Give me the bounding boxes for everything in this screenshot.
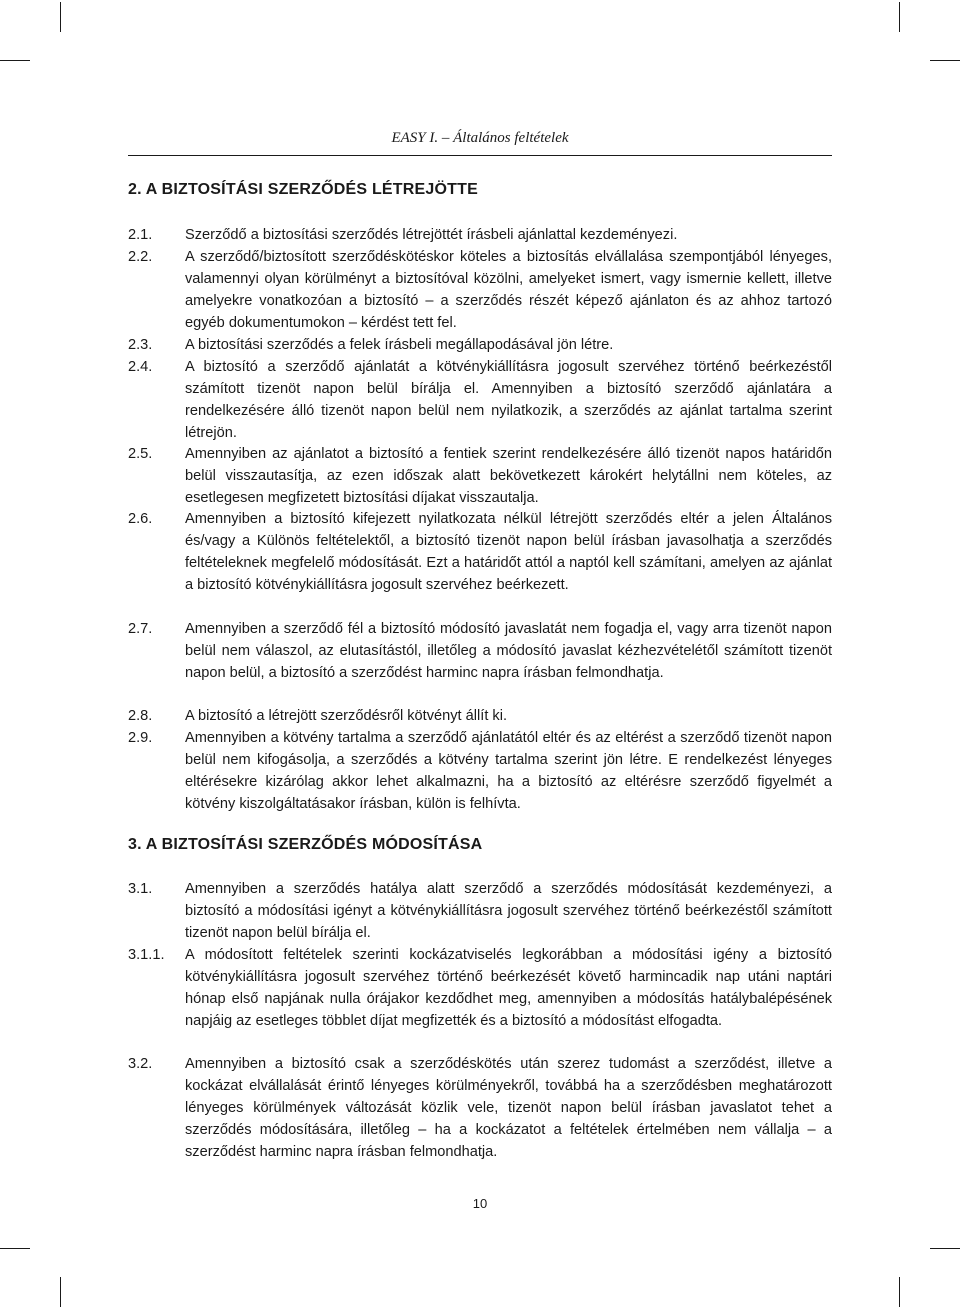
page-number: 10 bbox=[472, 1196, 488, 1211]
clause-number: 2.1. bbox=[128, 227, 153, 243]
clause-2-2 bbox=[128, 246, 832, 334]
clause-text: A biztosító a szerződő ajánlatát a kötvénykiállításra jogosult szervéhez történő beérkezéstől számított tizenöt napon belül bírálja el. Amennyiben a biztosító szerződő ajánlatára a rendelkezésére álló tizenöt napon belül nem nyilatkozik, a szerződés az ajánlat tartalma szerint létrejön. bbox=[185, 359, 832, 441]
crop-mark bbox=[930, 1248, 960, 1249]
clause-2-5 bbox=[128, 443, 832, 509]
clause-text: Szerződő a biztosítási szerződés létrejöttét írásbeli ajánlattal kezdeményezi. bbox=[185, 227, 678, 243]
clause-3-1-1 bbox=[128, 944, 832, 1032]
crop-mark bbox=[0, 1248, 30, 1249]
clause-text: Amennyiben a szerződő fél a biztosító módosító javaslatát nem fogadja el, vagy arra tizenöt napon belül nem válaszol, az elutasítástól, illetőleg a módosító javaslat kézhezvételétől számított tizenöt napon belül, a biztosító a szerződést harminc napra írásban felmondhatja. bbox=[185, 621, 832, 681]
clause-number: 2.9. bbox=[128, 730, 153, 746]
clause-number: 2.4. bbox=[128, 359, 153, 375]
clause-number: 2.5. bbox=[128, 446, 153, 462]
clause-2-9 bbox=[128, 727, 832, 815]
clause-text: Amennyiben a biztosító csak a szerződéskötés után szerez tudomást a szerződést, illetve a kockázat elvállalását érintő lényeges körülményekről, továbbá ha a szerződésben meghatározott lényeges körülmények változását közlik vele, tizenöt napon belül írásban javaslatot tehet a szerződés módosítására, illetőleg – ha a kockázatot a feltételek értelmében nem vállalja – a szerződést harminc napra írásban felmondhatja. bbox=[185, 1056, 832, 1160]
crop-mark bbox=[60, 1277, 61, 1307]
clause-2-7 bbox=[128, 618, 832, 684]
clause-text: A biztosítási szerződés a felek írásbeli megállapodásával jön létre. bbox=[185, 337, 614, 353]
clause-2-1 bbox=[128, 224, 832, 246]
running-header: EASY I. – Általános feltételek bbox=[391, 130, 569, 146]
clause-2-3 bbox=[128, 334, 832, 356]
clause-number: 2.3. bbox=[128, 337, 153, 353]
clause-2-4 bbox=[128, 356, 832, 444]
crop-mark bbox=[60, 2, 61, 32]
clause-number: 2.8. bbox=[128, 708, 153, 724]
crop-mark bbox=[930, 60, 960, 61]
clause-3-1 bbox=[128, 878, 832, 944]
clause-number: 3.1. bbox=[128, 881, 153, 897]
clause-number: 2.2. bbox=[128, 249, 153, 265]
crop-mark bbox=[0, 60, 30, 61]
clause-number: 2.6. bbox=[128, 511, 153, 527]
clause-number: 3.2. bbox=[128, 1056, 153, 1072]
clause-text: Amennyiben az ajánlatot a biztosító a fentiek szerint rendelkezésére álló tizenöt napos határidőn belül visszautasítja, az ezen időszak alatt bekövetkezett károkért helytállni nem köteles, az esetlegesen megfizetett biztosítási díjakat visszautalja. bbox=[185, 446, 832, 506]
clause-2-8 bbox=[128, 705, 832, 727]
clause-number: 3.1.1. bbox=[128, 947, 165, 963]
header-rule bbox=[128, 155, 832, 156]
clause-text: A szerződő/biztosított szerződéskötéskor köteles a biztosítás elvállalása szempontjából lényeges, valamennyi olyan körülményt a biztosítóval közölni, amelyeket ismert, vagy ismernie kellett, illetve amelyekre vonatkozóan a biztosító – a szerződés részét képező ajánlaton és az ahhoz tartozó egyéb dokumentumokon – kérdést tett fel. bbox=[185, 249, 832, 331]
crop-mark bbox=[899, 2, 900, 32]
clause-text: Amennyiben a kötvény tartalma a szerződő ajánlatától eltér és az eltérést a szerződő tizenöt napon belül nem kifogásolja, a szerződés a kötvény tartalma szerint jön létre. E rendelkezést lényeges eltérésekre kizárólag akkor lehet alkalmazni, ha a biztosító az eltérésre szerződő figyelmét a kötvény kiszolgáltatásakor írásban, külön is felhívta. bbox=[185, 730, 832, 812]
clause-2-6 bbox=[128, 508, 832, 596]
clause-number: 2.7. bbox=[128, 621, 153, 637]
section-title-2: 2. A BIZTOSÍTÁSI SZERZŐDÉS LÉTREJÖTTE bbox=[128, 181, 478, 198]
crop-mark bbox=[899, 1277, 900, 1307]
clause-text: Amennyiben a szerződés hatálya alatt szerződő a szerződés módosítását kezdeményezi, a biztosító a módosítási igényt a kötvénykiállításra jogosult szervéhez történő beérkezéstől számított tizenöt napon belül bírálja el. bbox=[185, 881, 832, 941]
clause-text: Amennyiben a biztosító kifejezett nyilatkozata nélkül létrejött szerződés eltér a jelen Általános és/vagy a Különös feltételektől, a biztosító tizenöt napon belül írásban javasolhatja a szerződés feltételeknek megfelelő módosítását. Ezt a határidőt attól a naptól kell számítani, amelyen az ajánlat a biztosító kötvénykiállításra jogosult szervéhez beérkezett. bbox=[185, 511, 832, 593]
clause-text: A biztosító a létrejött szerződésről kötvényt állít ki. bbox=[185, 708, 508, 724]
clause-3-2 bbox=[128, 1053, 832, 1163]
section-title-3: 3. A BIZTOSÍTÁSI SZERZŐDÉS MÓDOSÍTÁSA bbox=[128, 836, 483, 853]
clause-text: A módosított feltételek szerinti kockázatviselés legkorábban a módosítási igény a biztosító kötvénykiállításra jogosult szervéhez történő beérkezését követő harmincadik nap utáni naptári hónap első napjának nulla órájakor kezdődhet meg, amennyiben a módosítás hatálybalépésének napjáig az esetleges többlet díjat megfizették és a biztosító a módosítást elfogadta. bbox=[185, 947, 832, 1029]
